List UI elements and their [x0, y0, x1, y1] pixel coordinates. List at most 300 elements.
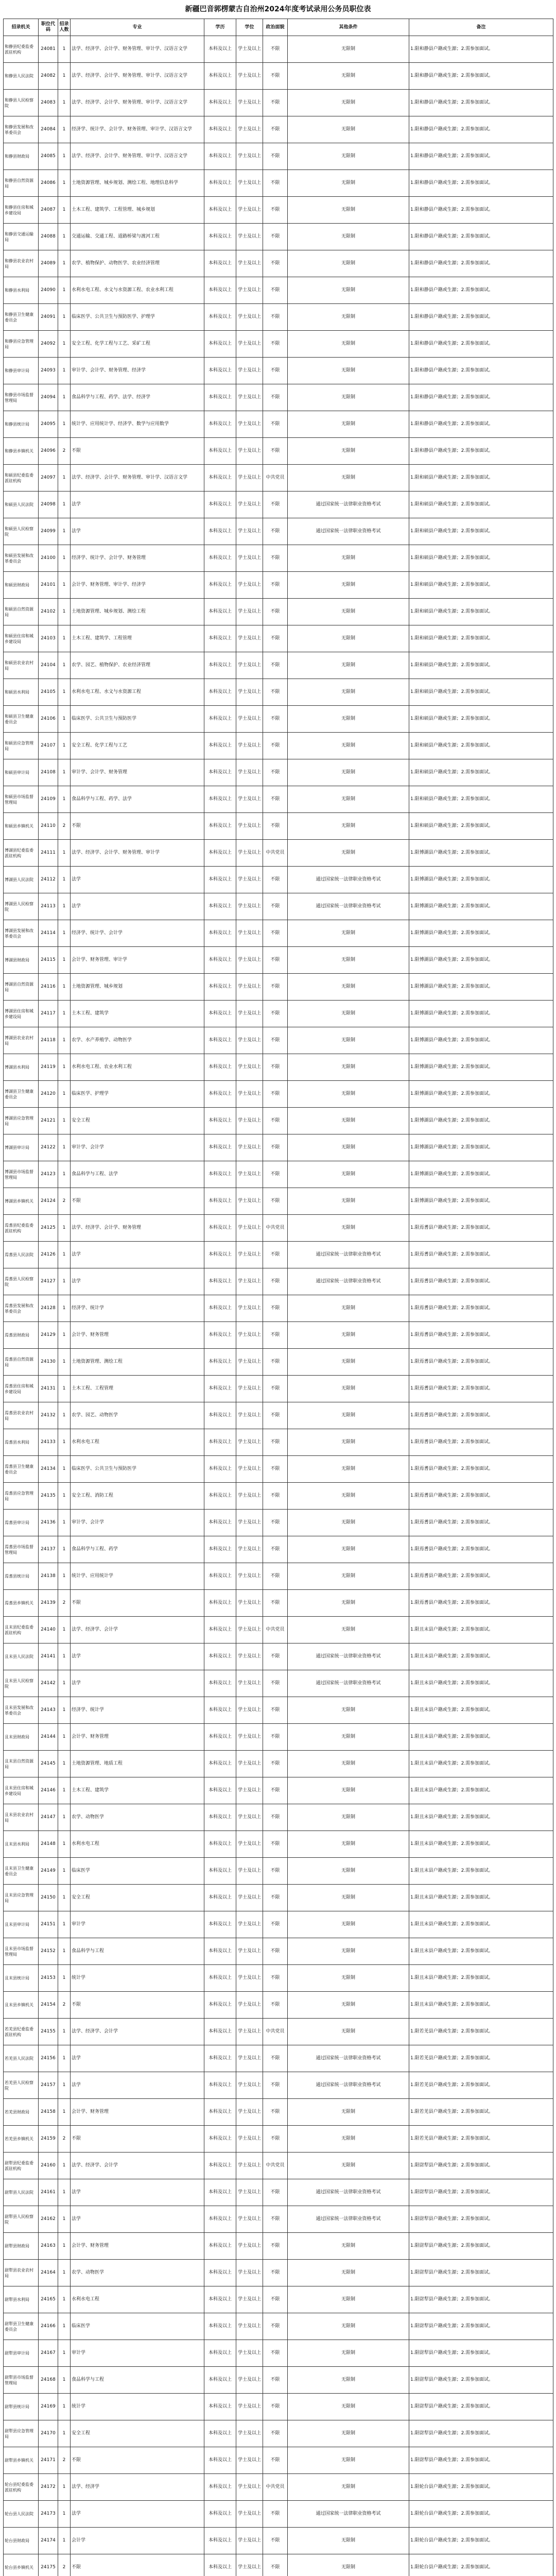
cell-other: 无限制 — [288, 1429, 409, 1456]
cell-code: 24159 — [39, 2126, 58, 2153]
cell-political: 不限 — [263, 224, 288, 250]
cell-count: 1 — [58, 599, 71, 625]
cell-code: 24163 — [39, 2233, 58, 2260]
cell-major: 法学 — [71, 1268, 204, 1295]
cell-unit: 和硕县卫生健康委员会 — [4, 706, 39, 733]
cell-major: 农学、园艺、植物保护、农业经济管理 — [71, 652, 204, 679]
cell-political: 不限 — [263, 1402, 288, 1429]
cell-count: 1 — [58, 1349, 71, 1376]
cell-count: 1 — [58, 2340, 71, 2367]
cell-degree: 学士及以上 — [236, 2554, 263, 2576]
cell-code: 24124 — [39, 1188, 58, 1215]
cell-major: 不限 — [71, 1992, 204, 2019]
cell-code: 24154 — [39, 1992, 58, 2019]
cell-count: 1 — [58, 384, 71, 411]
cell-major: 安全工程、化学工程与工艺 — [71, 733, 204, 759]
cell-count: 1 — [58, 1697, 71, 1724]
cell-unit: 焉耆县发展和改革委员会 — [4, 1295, 39, 1322]
cell-degree: 学士及以上 — [236, 2474, 263, 2501]
cell-degree: 学士及以上 — [236, 1697, 263, 1724]
cell-major: 临床医学、公共卫生与预防医学 — [71, 706, 204, 733]
table-row — [4, 1188, 553, 1215]
cell-degree: 学士及以上 — [236, 2233, 263, 2260]
cell-degree: 学士及以上 — [236, 1965, 263, 1992]
cell-other: 无限制 — [288, 2099, 409, 2126]
cell-note: 1.限焉耆县户籍或生源；2.需参加面试。 — [409, 1536, 553, 1563]
header-count: 招录人数 — [58, 19, 71, 36]
table-row — [4, 1134, 553, 1161]
table-body — [4, 36, 553, 2576]
cell-degree: 学士及以上 — [236, 1001, 263, 1027]
cell-major: 法学、经济学、会计学、财务管理、审计学、汉语言文学 — [71, 465, 204, 492]
table-row — [4, 1751, 553, 1777]
table-row — [4, 63, 553, 90]
table-row — [4, 652, 553, 679]
cell-degree: 学士及以上 — [236, 1510, 263, 1536]
cell-code: 24168 — [39, 2367, 58, 2394]
cell-education: 本科及以上 — [204, 2340, 236, 2367]
cell-unit: 且末县人民检察院 — [4, 1670, 39, 1697]
cell-code: 24139 — [39, 1590, 58, 1617]
cell-unit: 博湖县卫生健康委员会 — [4, 1081, 39, 1108]
cell-code: 24143 — [39, 1697, 58, 1724]
cell-political: 不限 — [263, 2394, 288, 2420]
cell-unit: 博湖县发展和改革委员会 — [4, 920, 39, 947]
cell-other: 无限制 — [288, 1617, 409, 1643]
cell-other: 无限制 — [288, 2394, 409, 2420]
cell-education: 本科及以上 — [204, 197, 236, 224]
cell-count: 1 — [58, 1001, 71, 1027]
cell-unit: 和硕县发展和改革委员会 — [4, 545, 39, 572]
cell-count: 1 — [58, 1027, 71, 1054]
table-row — [4, 2099, 553, 2126]
cell-major: 安全工程 — [71, 2420, 204, 2447]
cell-degree: 学士及以上 — [236, 786, 263, 813]
cell-education: 本科及以上 — [204, 277, 236, 304]
cell-major: 统计学、应用统计学 — [71, 1563, 204, 1590]
cell-degree: 学士及以上 — [236, 465, 263, 492]
cell-education: 本科及以上 — [204, 1376, 236, 1402]
cell-education: 本科及以上 — [204, 867, 236, 893]
cell-education: 本科及以上 — [204, 786, 236, 813]
cell-degree: 学士及以上 — [236, 331, 263, 358]
cell-major: 土木工程、建筑学、工程管理 — [71, 625, 204, 652]
table-row — [4, 1938, 553, 1965]
cell-education: 本科及以上 — [204, 599, 236, 625]
cell-note: 1.限博湖县户籍或生源；2.需参加面试。 — [409, 1054, 553, 1081]
cell-major: 法学、经济学、会计学、财务管理 — [71, 1215, 204, 1242]
cell-other: 无限制 — [288, 1563, 409, 1590]
cell-political: 不限 — [263, 1242, 288, 1268]
table-row — [4, 2420, 553, 2447]
cell-political: 不限 — [263, 1938, 288, 1965]
table-row — [4, 2179, 553, 2206]
cell-unit: 轮台县纪委监委派驻机构 — [4, 2474, 39, 2501]
cell-education: 本科及以上 — [204, 2045, 236, 2072]
cell-note: 1.限和硕县户籍或生源；2.需参加面试。 — [409, 759, 553, 786]
cell-code: 24114 — [39, 920, 58, 947]
cell-political: 不限 — [263, 545, 288, 572]
cell-unit: 若羌县纪委监委派驻机构 — [4, 2019, 39, 2045]
cell-unit: 尉犁县统计局 — [4, 2394, 39, 2420]
cell-note: 1.限和硕县户籍或生源；2.需参加面试。 — [409, 786, 553, 813]
table-row — [4, 197, 553, 224]
cell-other: 无限制 — [288, 1536, 409, 1563]
cell-count: 1 — [58, 492, 71, 518]
cell-note: 1.限若羌县户籍或生源；2.需参加面试。 — [409, 2045, 553, 2072]
cell-unit: 轮台县人民法院 — [4, 2501, 39, 2528]
cell-other: 无限制 — [288, 652, 409, 679]
cell-other: 无限制 — [288, 1456, 409, 1483]
cell-unit: 且末县自然资源局 — [4, 1751, 39, 1777]
cell-unit: 和静县人民法院 — [4, 63, 39, 90]
cell-count: 1 — [58, 1483, 71, 1510]
cell-note: 1.限且末县户籍或生源；2.需参加面试。 — [409, 1938, 553, 1965]
cell-note: 1.限尉犁县户籍或生源；2.需参加面试。 — [409, 2394, 553, 2420]
table-row — [4, 2019, 553, 2045]
cell-note: 1.限和硕县户籍或生源；2.需参加面试。 — [409, 652, 553, 679]
cell-major: 经济学、统计学、会计学、财务管理、审计学、汉语言文学 — [71, 116, 204, 143]
cell-major: 审计学、会计学 — [71, 1510, 204, 1536]
cell-major: 水利水电工程、水文与水资源工程 — [71, 679, 204, 706]
cell-political: 不限 — [263, 1322, 288, 1349]
cell-other: 无限制 — [288, 786, 409, 813]
cell-unit: 焉耆县审计局 — [4, 1510, 39, 1536]
cell-other: 无限制 — [288, 1965, 409, 1992]
table-row — [4, 840, 553, 867]
cell-code: 24089 — [39, 250, 58, 277]
cell-education: 本科及以上 — [204, 2447, 236, 2474]
cell-other: 无限制 — [288, 36, 409, 63]
cell-code: 24104 — [39, 652, 58, 679]
table-row — [4, 867, 553, 893]
cell-other: 无限制 — [288, 2260, 409, 2286]
cell-unit: 且末县水利局 — [4, 1831, 39, 1858]
table-row — [4, 2528, 553, 2554]
cell-education: 本科及以上 — [204, 947, 236, 974]
cell-other: 无限制 — [288, 1001, 409, 1027]
cell-note: 1.限尉犁县户籍或生源；2.需参加面试。 — [409, 2286, 553, 2313]
header-degree: 学位 — [236, 19, 263, 36]
cell-degree: 学士及以上 — [236, 572, 263, 599]
table-row — [4, 224, 553, 250]
cell-unit: 且末县应急管理局 — [4, 1885, 39, 1911]
cell-major: 法学 — [71, 2179, 204, 2206]
cell-note: 1.限焉耆县户籍或生源；2.需参加面试。 — [409, 1402, 553, 1429]
cell-degree: 学士及以上 — [236, 974, 263, 1001]
cell-education: 本科及以上 — [204, 813, 236, 840]
cell-note: 1.限且末县户籍或生源；2.需参加面试。 — [409, 1670, 553, 1697]
cell-major: 食品科学与工程 — [71, 2367, 204, 2394]
cell-political: 不限 — [263, 1510, 288, 1536]
cell-note: 1.限焉耆县户籍或生源；2.需参加面试。 — [409, 1376, 553, 1402]
cell-political: 不限 — [263, 1965, 288, 1992]
cell-major: 土地资源管理、城乡规划、测绘工程 — [71, 599, 204, 625]
cell-degree: 学士及以上 — [236, 116, 263, 143]
table-row — [4, 331, 553, 358]
cell-degree: 学士及以上 — [236, 2045, 263, 2072]
cell-education: 本科及以上 — [204, 90, 236, 116]
cell-code: 24085 — [39, 143, 58, 170]
cell-major: 会计学、财务管理 — [71, 1322, 204, 1349]
cell-count: 1 — [58, 250, 71, 277]
header-major: 专业 — [71, 19, 204, 36]
cell-major: 法学 — [71, 1242, 204, 1268]
cell-note: 1.限和硕县户籍或生源；2.需参加面试。 — [409, 813, 553, 840]
cell-count: 1 — [58, 2286, 71, 2313]
table-row — [4, 1777, 553, 1804]
cell-other: 无限制 — [288, 2528, 409, 2554]
cell-note: 1.限尉犁县户籍或生源；2.需参加面试。 — [409, 2420, 553, 2447]
cell-count: 1 — [58, 572, 71, 599]
cell-major: 经济学、统计学 — [71, 1295, 204, 1322]
cell-education: 本科及以上 — [204, 2420, 236, 2447]
cell-note: 1.限博湖县户籍或生源；2.需参加面试。 — [409, 1001, 553, 1027]
cell-education: 本科及以上 — [204, 2153, 236, 2179]
cell-degree: 学士及以上 — [236, 1161, 263, 1188]
cell-unit: 焉耆县应急管理局 — [4, 1483, 39, 1510]
cell-education: 本科及以上 — [204, 1295, 236, 1322]
cell-degree: 学士及以上 — [236, 1081, 263, 1108]
cell-count: 1 — [58, 2179, 71, 2206]
cell-degree: 学士及以上 — [236, 224, 263, 250]
cell-unit: 焉耆县自然资源局 — [4, 1349, 39, 1376]
cell-code: 24088 — [39, 224, 58, 250]
cell-code: 24099 — [39, 518, 58, 545]
cell-other: 无限制 — [288, 1027, 409, 1054]
cell-other: 无限制 — [288, 1215, 409, 1242]
cell-note: 1.限尉犁县户籍或生源；2.需参加面试。 — [409, 2153, 553, 2179]
cell-note: 1.限且末县户籍或生源；2.需参加面试。 — [409, 1724, 553, 1751]
cell-note: 1.限尉犁县户籍或生源；2.需参加面试。 — [409, 2367, 553, 2394]
cell-other: 通过国家统一法律职业资格考试 — [288, 2206, 409, 2233]
cell-note: 1.限尉犁县户籍或生源；2.需参加面试。 — [409, 2233, 553, 2260]
cell-count: 1 — [58, 36, 71, 63]
cell-unit: 焉耆县人民检察院 — [4, 1268, 39, 1295]
cell-degree: 学士及以上 — [236, 63, 263, 90]
cell-unit: 尉犁县人民法院 — [4, 2179, 39, 2206]
cell-major: 法学 — [71, 1670, 204, 1697]
cell-count: 1 — [58, 1536, 71, 1563]
cell-note: 1.限焉耆县户籍或生源；2.需参加面试。 — [409, 1242, 553, 1268]
cell-note: 1.限和静县户籍或生源；2.需参加面试。 — [409, 116, 553, 143]
cell-count: 1 — [58, 1456, 71, 1483]
cell-other: 无限制 — [288, 143, 409, 170]
table-row — [4, 384, 553, 411]
cell-unit: 尉犁县水利局 — [4, 2286, 39, 2313]
cell-political: 不限 — [263, 1697, 288, 1724]
cell-major: 土木工程、建筑学 — [71, 1777, 204, 1804]
cell-count: 1 — [58, 1804, 71, 1831]
cell-education: 本科及以上 — [204, 2528, 236, 2554]
cell-count: 1 — [58, 1081, 71, 1108]
cell-major: 临床医学、公共卫生与预防医学、护理学 — [71, 304, 204, 331]
cell-count: 1 — [58, 1777, 71, 1804]
cell-education: 本科及以上 — [204, 465, 236, 492]
cell-political: 不限 — [263, 1001, 288, 1027]
table-row — [4, 2447, 553, 2474]
table-row — [4, 2206, 553, 2233]
cell-degree: 学士及以上 — [236, 759, 263, 786]
table-row — [4, 1322, 553, 1349]
cell-education: 本科及以上 — [204, 1215, 236, 1242]
cell-count: 1 — [58, 2099, 71, 2126]
cell-code: 24153 — [39, 1965, 58, 1992]
cell-unit: 和静县财政局 — [4, 143, 39, 170]
cell-code: 24110 — [39, 813, 58, 840]
cell-degree: 学士及以上 — [236, 2099, 263, 2126]
cell-degree: 学士及以上 — [236, 1215, 263, 1242]
cell-note: 1.限博湖县户籍或生源；2.需参加面试。 — [409, 840, 553, 867]
cell-degree: 学士及以上 — [236, 1911, 263, 1938]
cell-education: 本科及以上 — [204, 679, 236, 706]
table-row — [4, 1402, 553, 1429]
cell-count: 1 — [58, 331, 71, 358]
table-row — [4, 518, 553, 545]
cell-major: 水利水电工程 — [71, 2286, 204, 2313]
table-row — [4, 706, 553, 733]
cell-degree: 学士及以上 — [236, 1456, 263, 1483]
table-row — [4, 1563, 553, 1590]
cell-other: 无限制 — [288, 250, 409, 277]
cell-other: 通过国家统一法律职业资格考试 — [288, 1670, 409, 1697]
table-row — [4, 438, 553, 465]
cell-major: 审计学 — [71, 1911, 204, 1938]
cell-degree: 学士及以上 — [236, 1295, 263, 1322]
cell-education: 本科及以上 — [204, 1349, 236, 1376]
cell-note: 1.限和静县户籍或生源；2.需参加面试。 — [409, 250, 553, 277]
cell-other: 无限制 — [288, 63, 409, 90]
cell-code: 24152 — [39, 1938, 58, 1965]
cell-education: 本科及以上 — [204, 170, 236, 197]
cell-political: 不限 — [263, 786, 288, 813]
table-row — [4, 36, 553, 63]
cell-code: 24142 — [39, 1670, 58, 1697]
cell-political: 不限 — [263, 1536, 288, 1563]
cell-unit: 尉犁县卫生健康委员会 — [4, 2313, 39, 2340]
cell-education: 本科及以上 — [204, 1751, 236, 1777]
cell-major: 不限 — [71, 813, 204, 840]
table-row — [4, 1590, 553, 1617]
cell-major: 食品科学与工程、药学、法学 — [71, 786, 204, 813]
cell-degree: 学士及以上 — [236, 1242, 263, 1268]
cell-other: 无限制 — [288, 974, 409, 1001]
cell-degree: 学士及以上 — [236, 893, 263, 920]
cell-code: 24098 — [39, 492, 58, 518]
cell-political: 不限 — [263, 1295, 288, 1322]
header-political: 政治面貌 — [263, 19, 288, 36]
cell-unit: 尉犁县市场监督管理局 — [4, 2367, 39, 2394]
cell-degree: 学士及以上 — [236, 304, 263, 331]
cell-other: 通过国家统一法律职业资格考试 — [288, 893, 409, 920]
cell-degree: 学士及以上 — [236, 1751, 263, 1777]
cell-major: 法学、经济学、会计学、财务管理、审计学、汉语言文学 — [71, 90, 204, 116]
cell-note: 1.限焉耆县户籍或生源；2.需参加面试。 — [409, 1349, 553, 1376]
cell-education: 本科及以上 — [204, 706, 236, 733]
cell-unit: 和静县纪委监委派驻机构 — [4, 36, 39, 63]
cell-note: 1.限且末县户籍或生源；2.需参加面试。 — [409, 1804, 553, 1831]
cell-note: 1.限焉耆县户籍或生源；2.需参加面试。 — [409, 1563, 553, 1590]
cell-code: 24132 — [39, 1402, 58, 1429]
cell-political: 不限 — [263, 1161, 288, 1188]
cell-major: 会计学、财务管理 — [71, 2233, 204, 2260]
cell-education: 本科及以上 — [204, 1777, 236, 1804]
cell-code: 24081 — [39, 36, 58, 63]
cell-major: 土地资源管理、城乡规划、测绘工程、地理信息科学 — [71, 170, 204, 197]
cell-note: 1.限和静县户籍或生源；2.需参加面试。 — [409, 358, 553, 384]
cell-unit: 和硕县财政局 — [4, 572, 39, 599]
cell-other: 通过国家统一法律职业资格考试 — [288, 867, 409, 893]
cell-count: 1 — [58, 1617, 71, 1643]
cell-other: 无限制 — [288, 2367, 409, 2394]
header-other: 其他条件 — [288, 19, 409, 36]
table-row — [4, 1724, 553, 1751]
cell-political: 中共党员 — [263, 1617, 288, 1643]
cell-degree: 学士及以上 — [236, 438, 263, 465]
cell-degree: 学士及以上 — [236, 1268, 263, 1295]
cell-education: 本科及以上 — [204, 1456, 236, 1483]
cell-education: 本科及以上 — [204, 1831, 236, 1858]
cell-political: 不限 — [263, 1590, 288, 1617]
table-row — [4, 411, 553, 438]
cell-note: 1.限且末县户籍或生源；2.需参加面试。 — [409, 1697, 553, 1724]
cell-political: 不限 — [263, 974, 288, 1001]
cell-education: 本科及以上 — [204, 1590, 236, 1617]
cell-count: 1 — [58, 2420, 71, 2447]
cell-major: 农学、水产养殖学、动物医学 — [71, 1027, 204, 1054]
cell-political: 不限 — [263, 2233, 288, 2260]
cell-degree: 学士及以上 — [236, 1429, 263, 1456]
cell-code: 24133 — [39, 1429, 58, 1456]
cell-code: 24147 — [39, 1804, 58, 1831]
cell-education: 本科及以上 — [204, 545, 236, 572]
cell-political: 不限 — [263, 759, 288, 786]
cell-note: 1.限和硕县户籍或生源；2.需参加面试。 — [409, 599, 553, 625]
cell-other: 无限制 — [288, 545, 409, 572]
cell-major: 食品科学与工程、药学 — [71, 1536, 204, 1563]
cell-education: 本科及以上 — [204, 2126, 236, 2153]
cell-education: 本科及以上 — [204, 1161, 236, 1188]
cell-code: 24148 — [39, 1831, 58, 1858]
cell-other: 无限制 — [288, 384, 409, 411]
cell-unit: 博湖县审计局 — [4, 1134, 39, 1161]
cell-note: 1.限且末县户籍或生源；2.需参加面试。 — [409, 1911, 553, 1938]
cell-major: 土地资源管理、城乡规划 — [71, 974, 204, 1001]
cell-count: 1 — [58, 706, 71, 733]
cell-code: 24135 — [39, 1483, 58, 1510]
cell-degree: 学士及以上 — [236, 1992, 263, 2019]
table-row — [4, 733, 553, 759]
cell-unit: 和静县住房和城乡建设局 — [4, 197, 39, 224]
cell-count: 1 — [58, 2153, 71, 2179]
cell-code: 24100 — [39, 545, 58, 572]
cell-education: 本科及以上 — [204, 1268, 236, 1295]
cell-other: 无限制 — [288, 465, 409, 492]
cell-note: 1.限若羌县户籍或生源；2.需参加面试。 — [409, 2099, 553, 2126]
cell-major: 土地资源管理、测绘工程 — [71, 1349, 204, 1376]
cell-note: 1.限焉耆县户籍或生源；2.需参加面试。 — [409, 1429, 553, 1456]
cell-education: 本科及以上 — [204, 1429, 236, 1456]
cell-other: 无限制 — [288, 1938, 409, 1965]
cell-other: 通过国家统一法律职业资格考试 — [288, 2179, 409, 2206]
cell-major: 临床医学 — [71, 1858, 204, 1885]
cell-political: 不限 — [263, 1483, 288, 1510]
table-row — [4, 813, 553, 840]
cell-unit: 和硕县农业农村局 — [4, 652, 39, 679]
cell-count: 1 — [58, 1751, 71, 1777]
cell-note: 1.限若羌县户籍或生源；2.需参加面试。 — [409, 2072, 553, 2099]
cell-code: 24151 — [39, 1911, 58, 1938]
